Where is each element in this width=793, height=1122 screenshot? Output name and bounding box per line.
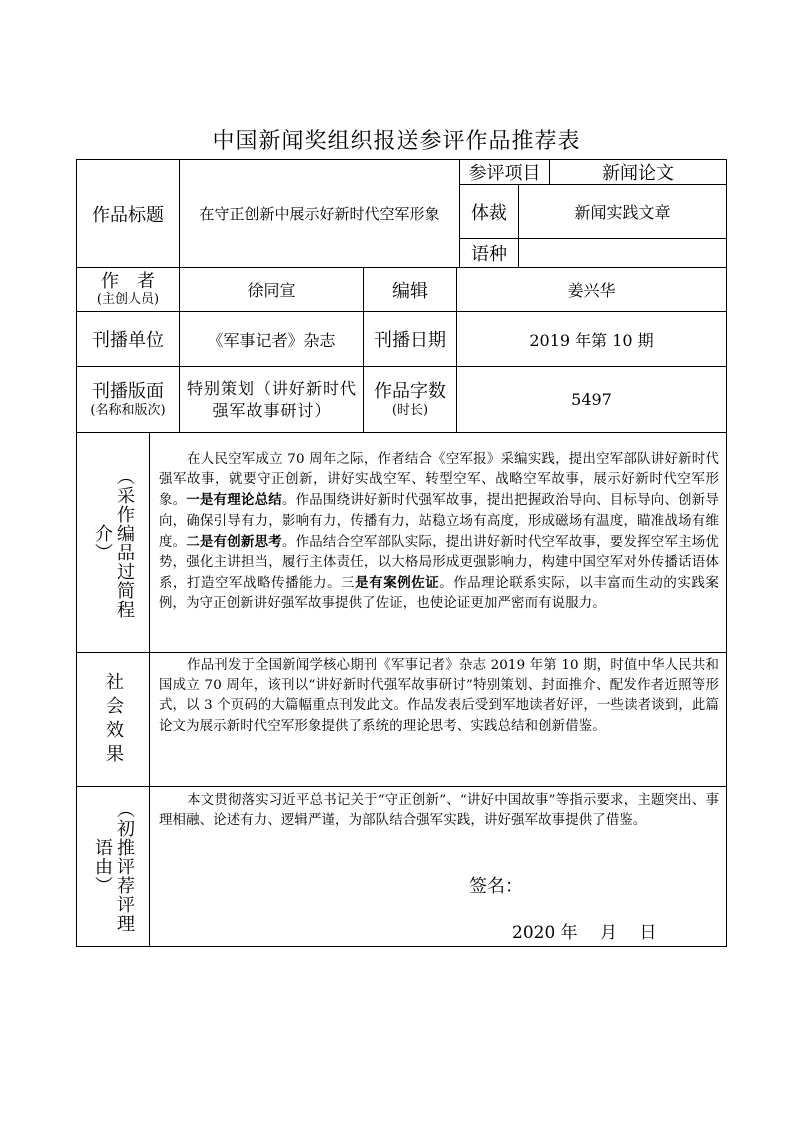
col-divider: [149, 432, 150, 947]
author-value: 徐同宣: [247, 281, 296, 300]
author-label: 作 者: [101, 270, 155, 292]
process-label: [77, 433, 149, 652]
process-highlight-1: 一是有理论总结: [186, 492, 282, 509]
review-date: 2020 年 月 日: [512, 923, 657, 943]
language-value: [519, 239, 726, 267]
words-sublabel: (时长): [391, 402, 429, 418]
language-label: 语种: [471, 244, 507, 265]
process-text: [159, 450, 719, 615]
date-value: 2019 年第 10 期: [529, 330, 654, 350]
page-label-cell: [77, 367, 179, 432]
process-highlight-2: 二是有创新思考: [186, 533, 282, 550]
signature-label: 签名：: [469, 876, 523, 897]
process-highlight-3: 是有案例佐证: [355, 575, 440, 592]
page-sublabel: (名称和版次): [90, 402, 166, 418]
page-label: 刊播版面: [92, 380, 164, 402]
row-divider: [76, 786, 727, 787]
date-label: 刊播日期: [374, 330, 446, 351]
genre-label: 体裁: [471, 202, 507, 224]
editor-value: 姜兴华: [567, 281, 616, 300]
words-value: 5497: [571, 390, 612, 409]
process-text-part2: 。作品围绕讲好新时代强军故事，提出把握政治导向、目标导向、创新导向，确保引导有力，影响有力，传播有力，站稳立场有高度，形成磁场有温度，瞄准战场有维度。: [159, 493, 719, 550]
words-label-cell: [364, 367, 456, 432]
effect-label: [77, 653, 149, 786]
title-label: 作品标题: [92, 204, 164, 226]
review-label: [77, 787, 149, 946]
genre-value: 新闻实践文章: [574, 203, 671, 222]
author-sublabel: (主创人员): [96, 291, 160, 307]
process-label-text: （采作编品过简程介）: [92, 466, 135, 619]
effect-label-text: 社会效果: [103, 671, 124, 768]
page-value: 特别策划（讲好新时代强军故事研讨）: [186, 378, 357, 420]
effect-text: 作品刊发于全国新闻学核心期刊《军事记者》杂志 2019 年第 10 期，时值中华人民共和国成立 70 周年，该刊以“讲好新时代强军故事研讨”特别策划、封面推介、配发作者近照等形式，以 3 个页码的大篇幅重点刊发此文。作品发表后受到军地读者好评，一些读者谈到，此篇论文为展示新时代空军形象提供了系统的理论思考、实践总结和创新借鉴。: [159, 658, 719, 734]
unit-label: 刊播单位: [92, 330, 164, 351]
process-text-part3: 。作品结合空军部队实际，提出讲好新时代空军故事，要发挥空军主场优势，强化主讲担当，履行主体责任，以大格局形成更强影响力，构建中国空军对外传播话语体系，打造空军战略传播能力。三: [159, 534, 719, 592]
process-text-part1: 在人民空军成立 70 周年之际，作者结合《空军报》采编实践，提出空军部队讲好新时代强军故事，就要守正创新，讲好实战空军、转型空军、战略空军故事，展示好新时代空军形象。: [159, 452, 719, 509]
review-label-text: （初推评荐评理语由）: [92, 800, 135, 933]
editor-label: 编辑: [392, 280, 428, 302]
unit-value: 《军事记者》杂志: [207, 330, 336, 350]
row-divider: [76, 652, 727, 653]
page-title: 中国新闻奖组织报送参评作品推荐表: [212, 129, 581, 154]
work-title: 在守正创新中展示好新时代空军形象: [199, 205, 440, 223]
category-label: 参评项目: [468, 163, 541, 184]
process-text-part4: 。作品理论联系实际，以丰富而生动的实践案例，为守正创新讲好强军故事提供了佐证，也使论证更加严密而有说服力。: [159, 576, 720, 612]
review-text: 本文贯彻落实习近平总书记关于“守正创新”、“讲好中国故事”等指示要求，主题突出、事理相融、论述有力、逻辑严谨，为部队结合强军实践，讲好强军故事提供了借鉴。: [159, 793, 719, 829]
author-label-cell: [77, 268, 179, 311]
category-value: 新闻论文: [602, 163, 674, 184]
row-divider: [76, 432, 727, 433]
words-label: 作品字数: [374, 380, 446, 402]
